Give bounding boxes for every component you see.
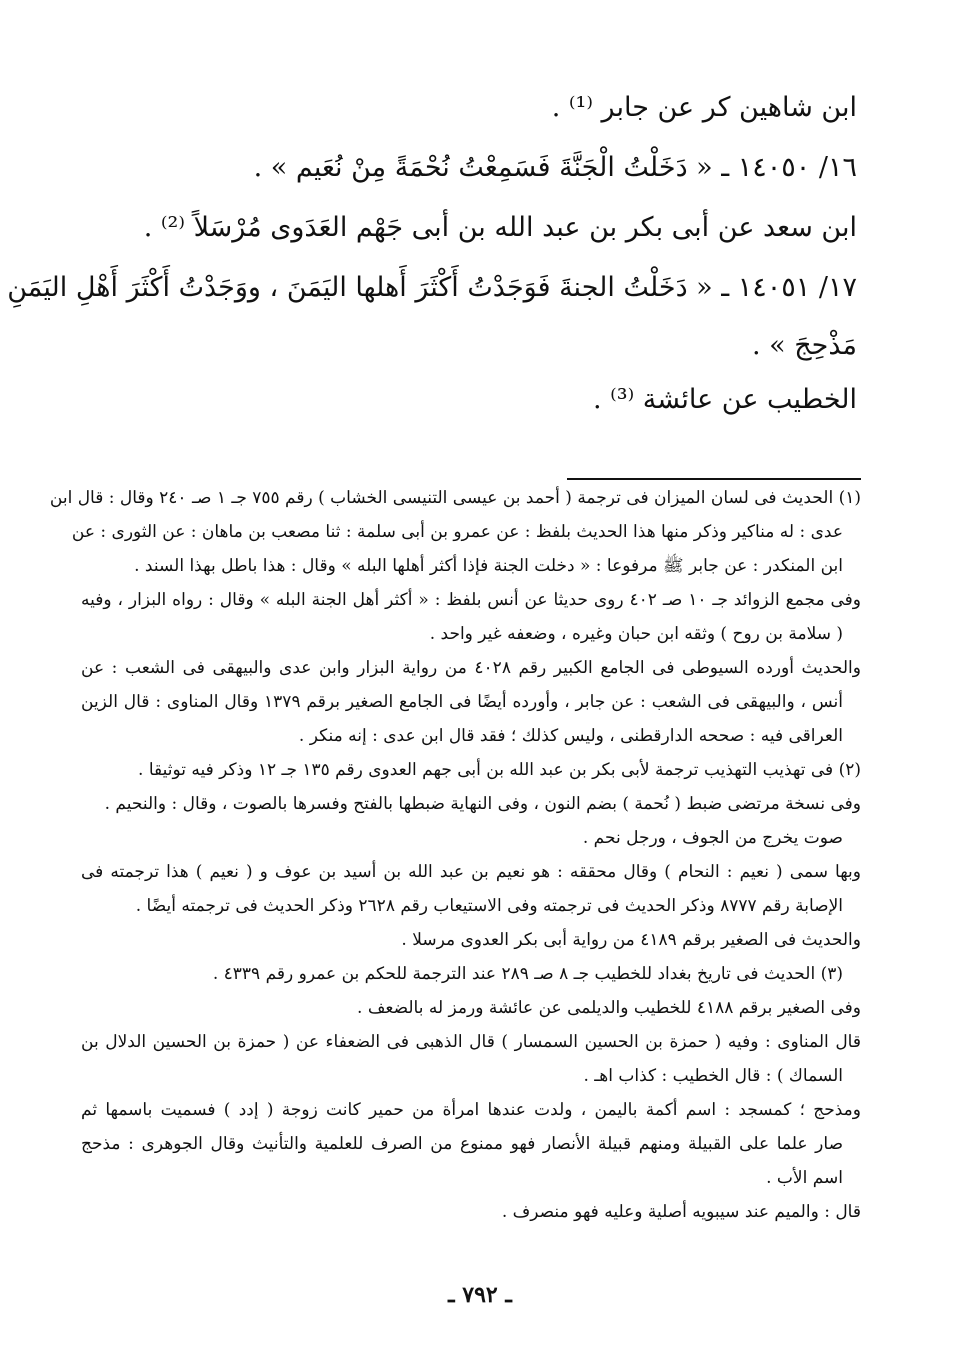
footnote-line: الإصابة رقم ٨٧٧٧ وذكر الحديث فى ترجمته وفى الاستيعاب رقم ٢٦٢٨ وذكر الحديث فى ترجمته أيضًا . xyxy=(135,896,843,916)
main-text-line: مَذْحِجَ » . xyxy=(751,330,857,361)
footnote-line: أنس ، والبيهقى فى الشعب : عن جابر ، وأورده أيضًا فى الجامع الصغير برقم ١٣٧٩ وقال المناوى : قال الزين xyxy=(81,692,843,712)
footnote-line: عدى : له مناكير وذكر منها هذا الحديث بلفظ : عن عمرو بن أبى سلمة : ثنا مصعب بن ماهان : عن الثورى : عن xyxy=(71,522,843,542)
footnote-line: وفى نسخة مرتضى ضبط ( نُحمة ) بضم النون ، وفى النهاية ضبطها بالفتح وفسرها بالصوت ، وقال : والنحيم . xyxy=(104,794,861,814)
main-text-line: ابن شاهين كر عن جابر ⁽¹⁾ . xyxy=(551,92,857,123)
footnote-line: صار علما على القبيلة ومنهم قبيلة الأنصار فهو ممنوع من الصرف للعلمية والتأنيث وقال الجوهرى : مذحج xyxy=(81,1134,843,1154)
footnote-line: وفى مجمع الزوائد جـ ١٠ صـ ٤٠٢ روى حديثا عن أنس بلفظ : « أكثر أهل الجنة البله » وقال : رواه البزار ، وفيه xyxy=(81,590,861,610)
page-number: ـ ٧٩٢ ـ xyxy=(448,1282,512,1308)
footnote-line: والحديث أورده السيوطى فى الجامع الكبير رقم ٤٠٢٨ من رواية البزار وابن عدى والبيهقى فى الشعب : عن xyxy=(81,658,861,678)
footnote-1: (١) الحديث فى لسان الميزان فى ترجمة ( أحمد بن عيسى التنيسى الخشاب ) رقم ٧٥٥ جـ ١ صـ ٢٤٠ وقال : قال ابن xyxy=(49,488,861,508)
main-text-line: ابن سعد عن أبى بكر بن عبد الله بن أبى جَهْم العَدَوى مُرْسَلاً ⁽²⁾ . xyxy=(143,212,857,243)
footnote-line: ومذحج ؛ كمسجد : اسم أكمة باليمن ، ولدت عندها امرأة من حمير كانت زوجة ( إدد ) فسميت باسمها ثم xyxy=(81,1100,861,1120)
footnote-line: اسم الأب . xyxy=(766,1168,843,1188)
footnote-line: وبها سمى ( نعيم : النحام ) وقال محققه : هو نعيم بن عبد الله بن أسيد بن عوف و ( نعيم ) هذا ترجمته فى xyxy=(81,862,861,882)
footnote-3: (٣) الحديث فى تاريخ بغداد للخطيب جـ ٨ صـ ٢٨٩ عند الترجمة للحكم بن عمرو رقم ٤٣٣٩ . xyxy=(212,964,843,984)
footnote-line: وفى الصغير برقم ٤١٨٨ للخطيب والديلمى عن عائشة ورمز له بالضعف . xyxy=(357,998,861,1018)
hadith-14051: ١٧/ ١٤٠٥١ ـ « دَخَلْتُ الجنةَ فَوَجَدْتُ أَكْثَرَ أَهلها اليَمَنَ ، ووَجَدْتُ أَكْثَرَ أَهْلِ اليَمَنِ xyxy=(7,272,857,303)
footnote-line: والحديث فى الصغير برقم ٤١٨٩ من رواية أبى بكر العدوى مرسلا . xyxy=(401,930,861,950)
footnote-line: قال المناوى : وفيه ( حمزة بن الحسين السمسار ) قال الذهبى فى الضعفاء عن ( حمزة بن الحسين الدلال بن xyxy=(81,1032,861,1052)
main-text-line: الخطيب عن عائشة ⁽³⁾ . xyxy=(592,384,857,415)
footnote-line: ابن المنكدر : عن جابر ﷺ مرفوعا : « دخلت الجنة فإذا أكثر أهلها البله » وقال : هذا باطل بهذا السند . xyxy=(134,556,843,576)
footnote-line: العراقى فيه : صححه الدارقطنى ، وليس كذلك ؛ فقد قال ابن عدى : إنه منكر . xyxy=(298,726,843,746)
footnote-2: (٢) فى تهذيب التهذيب ترجمة لأبى بكر بن عبد الله بن أبى جهم العدوى رقم ١٣٥ جـ ١٢ وذكر فيه توثيقا . xyxy=(138,760,861,780)
hadith-14050: ١٦/ ١٤٠٥٠ ـ « دَخَلْتُ الْجَنَّةَ فَسَمِعْتُ نُحْمَةً مِنْ نُعَيم » . xyxy=(253,152,857,183)
footnote-line: قال : والميم عند سيبويه أصلية وعليه فهو منصرف . xyxy=(501,1202,861,1222)
footnote-line: صوت يخرج من الجوف ، ورجل نحم . xyxy=(582,828,843,848)
footnote-separator xyxy=(567,478,861,480)
footnote-line: ( سلامة بن روح ) وثقه ابن حبان وغيره ، وضعفه غير واحد . xyxy=(429,624,843,644)
footnote-line: السماك ) : قال الخطيب : كذاب اهـ . xyxy=(583,1066,843,1086)
